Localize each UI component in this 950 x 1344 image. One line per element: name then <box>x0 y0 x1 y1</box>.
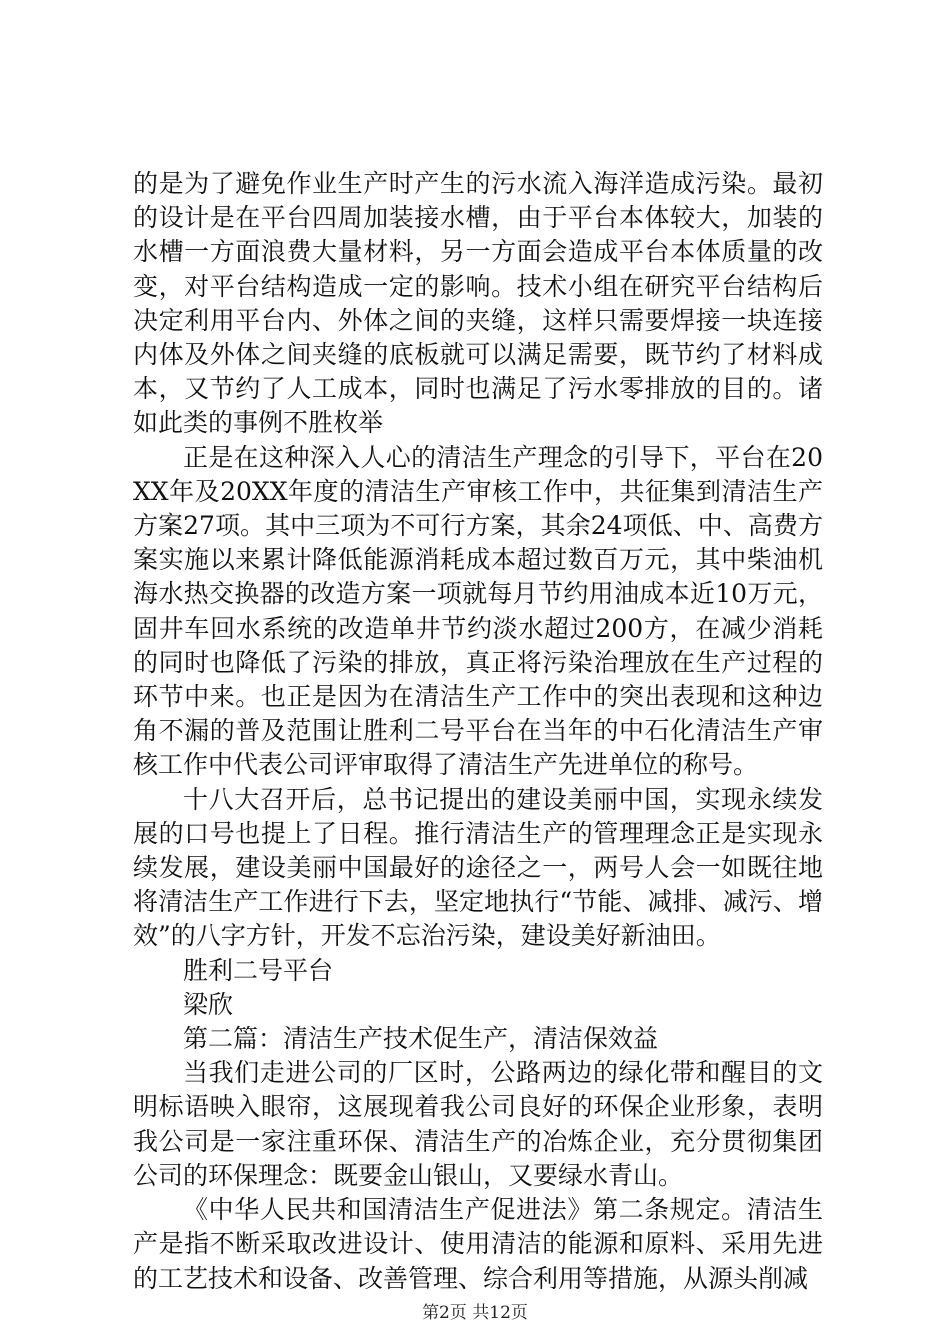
page-number: 第2页 共12页 <box>422 1303 528 1323</box>
paragraph-law-definition: 《中华人民共和国清洁生产促进法》第二条规定。清洁生产是指不断采取改进设计、使用清洁的能源和原料、采用先进的工艺技术和设备、改善管理、综合利用等措施，从源头削减 <box>133 1195 823 1293</box>
paragraph-beautiful-china: 十八大召开后，总书记提出的建设美丽中国，实现永续发展的口号也提上了日程。推行清洁生产的管理理念正是实现永续发展，建设美丽中国最好的途径之一，两号人会一如既往地将清洁生产工作进行下去，坚定地执行“节能、减排、减污、增效”的八字方针，开发不忘治污染，建设美好新油田。 <box>133 784 823 951</box>
paragraph-company-image: 当我们走进公司的厂区时，公路两边的绿化带和醒目的文明标语映入眼帘，这展现着我公司良好的环保企业形象，表明我公司是一家注重环保、清洁生产的冶炼企业，充分贯彻集团公司的环保理念：既要金山银山，又要绿水青山。 <box>133 1058 823 1190</box>
paragraph-continuation: 的是为了避免作业生产时产生的污水流入海洋造成污染。最初的设计是在平台四周加装接水槽，由于平台本体较大，加装的水槽一方面浪费大量材料，另一方面会造成平台本体质量的改变，对平台结构造成一定的影响。技术小组在研究平台结构后决定利用平台内、外体之间的夹缝，这样只需要焊接一块连接内体及外体之间夹缝的底板就可以满足需要，既节约了材料成本，又节约了人工成本，同时也满足了污水零排放的目的。诸如此类的事例不胜枚举 <box>133 169 823 438</box>
signature-author: 梁欣 <box>183 989 234 1019</box>
paragraph-clean-production-results: 正是在这种深入人心的清洁生产理念的引导下，平台在20XX年及20XX年度的清洁生产审核工作中，共征集到清洁生产方案27项。其中三项为不可行方案，其余24项低、中、高费方案实施以来累计降低能源消耗成本超过数百万元，其中柴油机海水热交换器的改造方案一项就每月节约用油成本近10万元，固井车回水系统的改造单井节约淡水超过200方，在减少消耗的同时也降低了污染的排放，真正将污染治理放在生产过程的环节中来。也正是因为在清洁生产工作中的突出表现和这种边角不漏的普及范围让胜利二号平台在当年的中石化清洁生产审核工作中代表公司评审取得了清洁生产先进单位的称号。 <box>133 442 823 780</box>
section-heading: 第二篇：清洁生产技术促生产，清洁保效益 <box>183 1024 659 1054</box>
signature-organization: 胜利二号平台 <box>183 955 334 985</box>
document-body <box>133 167 823 1296</box>
